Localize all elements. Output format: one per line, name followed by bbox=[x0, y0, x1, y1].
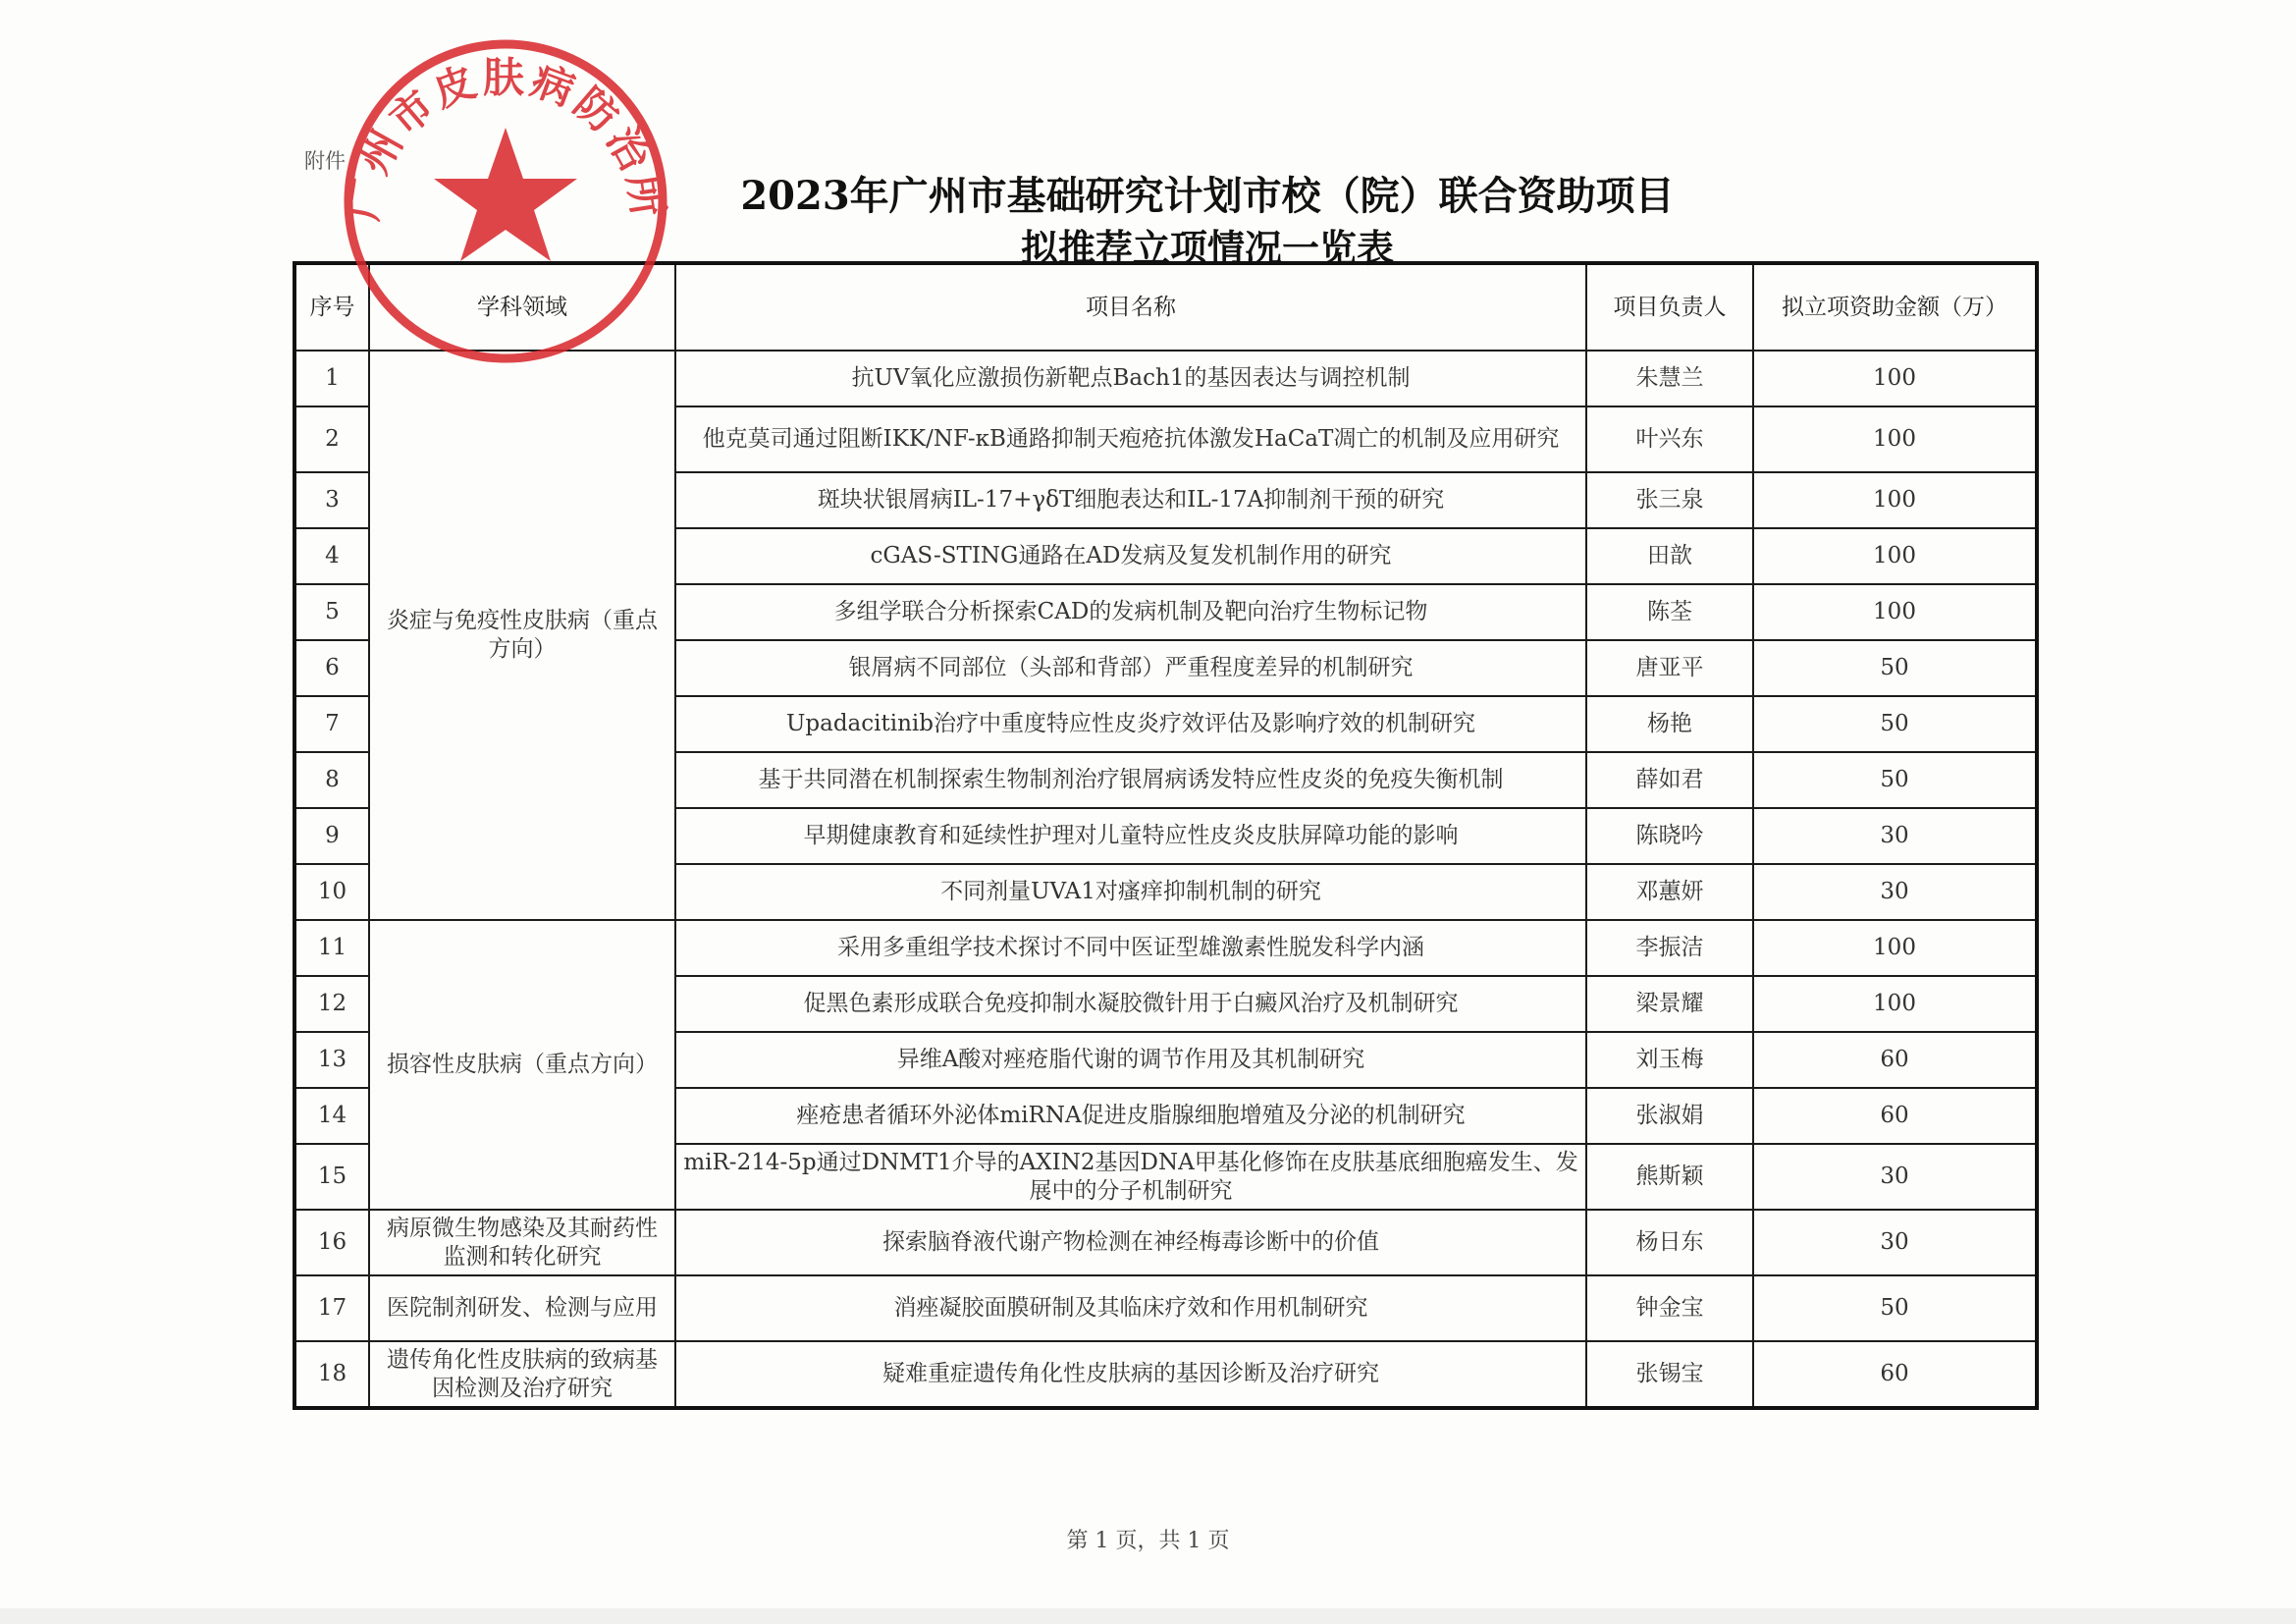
funding-amount: 30 bbox=[1753, 1144, 2037, 1210]
seal-text: 广州市皮肤病防治所 bbox=[338, 53, 673, 224]
header-no: 序号 bbox=[294, 263, 369, 351]
row-number: 10 bbox=[294, 864, 369, 920]
row-number: 12 bbox=[294, 976, 369, 1032]
field-cell: 病原微生物感染及其耐药性监测和转化研究 bbox=[369, 1210, 675, 1275]
project-leader: 钟金宝 bbox=[1586, 1275, 1753, 1341]
funding-amount: 100 bbox=[1753, 406, 2037, 472]
funding-amount: 100 bbox=[1753, 584, 2037, 640]
project-leader: 张三泉 bbox=[1586, 472, 1753, 528]
project-name: 早期健康教育和延续性护理对儿童特应性皮炎皮肤屏障功能的影响 bbox=[675, 808, 1586, 864]
project-leader: 陈荃 bbox=[1586, 584, 1753, 640]
table-row bbox=[294, 1210, 2037, 1275]
project-leader: 田歆 bbox=[1586, 528, 1753, 584]
project-leader: 张锡宝 bbox=[1586, 1341, 1753, 1408]
header-field: 学科领域 bbox=[369, 263, 675, 351]
project-name: 疑难重症遗传角化性皮肤病的基因诊断及治疗研究 bbox=[675, 1341, 1586, 1408]
project-leader: 邓蕙妍 bbox=[1586, 864, 1753, 920]
project-leader: 张淑娟 bbox=[1586, 1088, 1753, 1144]
funding-amount: 100 bbox=[1753, 351, 2037, 406]
project-leader: 叶兴东 bbox=[1586, 406, 1753, 472]
funding-amount: 50 bbox=[1753, 640, 2037, 696]
row-number: 7 bbox=[294, 696, 369, 752]
project-leader: 刘玉梅 bbox=[1586, 1032, 1753, 1088]
project-table bbox=[293, 261, 2039, 1410]
project-leader: 杨艳 bbox=[1586, 696, 1753, 752]
row-number: 8 bbox=[294, 752, 369, 808]
row-number: 1 bbox=[294, 351, 369, 406]
project-name: 他克莫司通过阻断IKK/NF-κB通路抑制天疱疮抗体激发HaCaT凋亡的机制及应用研究 bbox=[675, 406, 1586, 472]
page-title-line2: 拟推荐立项情况一览表 bbox=[1020, 226, 1394, 270]
header-amount: 拟立项资助金额（万） bbox=[1753, 263, 2037, 351]
field-cell: 损容性皮肤病（重点方向） bbox=[369, 920, 675, 1210]
funding-amount: 50 bbox=[1753, 752, 2037, 808]
funding-amount: 100 bbox=[1753, 528, 2037, 584]
row-number: 11 bbox=[294, 920, 369, 976]
funding-amount: 30 bbox=[1753, 864, 2037, 920]
project-name: 消痤凝胶面膜研制及其临床疗效和作用机制研究 bbox=[675, 1275, 1586, 1341]
project-name: cGAS-STING通路在AD发病及复发机制作用的研究 bbox=[675, 528, 1586, 584]
funding-amount: 60 bbox=[1753, 1032, 2037, 1088]
project-leader: 唐亚平 bbox=[1586, 640, 1753, 696]
header-project-name: 项目名称 bbox=[675, 263, 1586, 351]
project-leader: 朱慧兰 bbox=[1586, 351, 1753, 406]
row-number: 18 bbox=[294, 1341, 369, 1408]
funding-amount: 60 bbox=[1753, 1088, 2037, 1144]
project-leader: 陈晓吟 bbox=[1586, 808, 1753, 864]
row-number: 15 bbox=[294, 1144, 369, 1210]
page-footer: 第 1 页，共 1 页 bbox=[1066, 1529, 1230, 1553]
project-leader: 杨日东 bbox=[1586, 1210, 1753, 1275]
project-leader: 李振洁 bbox=[1586, 920, 1753, 976]
funding-amount: 30 bbox=[1753, 1210, 2037, 1275]
funding-amount: 50 bbox=[1753, 696, 2037, 752]
row-number: 16 bbox=[294, 1210, 369, 1275]
row-number: 14 bbox=[294, 1088, 369, 1144]
funding-amount: 100 bbox=[1753, 976, 2037, 1032]
project-leader: 熊斯颖 bbox=[1586, 1144, 1753, 1210]
row-number: 6 bbox=[294, 640, 369, 696]
project-name: 异维A酸对痤疮脂代谢的调节作用及其机制研究 bbox=[675, 1032, 1586, 1088]
project-name: 多组学联合分析探索CAD的发病机制及靶向治疗生物标记物 bbox=[675, 584, 1586, 640]
row-number: 3 bbox=[294, 472, 369, 528]
row-number: 17 bbox=[294, 1275, 369, 1341]
row-number: 4 bbox=[294, 528, 369, 584]
funding-amount: 60 bbox=[1753, 1341, 2037, 1408]
table-row bbox=[294, 920, 2037, 976]
project-name: 银屑病不同部位（头部和背部）严重程度差异的机制研究 bbox=[675, 640, 1586, 696]
table-row bbox=[294, 1275, 2037, 1341]
funding-amount: 100 bbox=[1753, 472, 2037, 528]
seal-star-icon bbox=[434, 128, 577, 261]
funding-amount: 100 bbox=[1753, 920, 2037, 976]
project-name: miR-214-5p通过DNMT1介导的AXIN2基因DNA甲基化修饰在皮肤基底细胞癌发生、发展中的分子机制研究 bbox=[675, 1144, 1586, 1210]
project-name: 探索脑脊液代谢产物检测在神经梅毒诊断中的价值 bbox=[675, 1210, 1586, 1275]
row-number: 13 bbox=[294, 1032, 369, 1088]
project-name: 采用多重组学技术探讨不同中医证型雄激素性脱发科学内涵 bbox=[675, 920, 1586, 976]
official-seal-stamp bbox=[334, 29, 677, 373]
project-name: 抗UV氧化应激损伤新靶点Bach1的基因表达与调控机制 bbox=[675, 351, 1586, 406]
scan-edge bbox=[0, 1608, 2296, 1624]
project-name: 不同剂量UVA1对瘙痒抑制机制的研究 bbox=[675, 864, 1586, 920]
row-number: 9 bbox=[294, 808, 369, 864]
row-number: 5 bbox=[294, 584, 369, 640]
field-cell: 医院制剂研发、检测与应用 bbox=[369, 1275, 675, 1341]
project-leader: 薛如君 bbox=[1586, 752, 1753, 808]
field-cell: 炎症与免疫性皮肤病（重点方向） bbox=[369, 351, 675, 920]
project-name: 斑块状银屑病IL-17+γδT细胞表达和IL-17A抑制剂干预的研究 bbox=[675, 472, 1586, 528]
project-name: Upadacitinib治疗中重度特应性皮炎疗效评估及影响疗效的机制研究 bbox=[675, 696, 1586, 752]
row-number: 2 bbox=[294, 406, 369, 472]
table-row bbox=[294, 1341, 2037, 1408]
funding-amount: 30 bbox=[1753, 808, 2037, 864]
funding-amount: 50 bbox=[1753, 1275, 2037, 1341]
header-leader: 项目负责人 bbox=[1586, 263, 1753, 351]
page-title-line1: 2023年广州市基础研究计划市校（院）联合资助项目 bbox=[740, 173, 1675, 219]
field-cell: 遗传角化性皮肤病的致病基因检测及治疗研究 bbox=[369, 1341, 675, 1408]
attachment-label: 附件 bbox=[304, 149, 346, 173]
project-name: 基于共同潜在机制探索生物制剂治疗银屑病诱发特应性皮炎的免疫失衡机制 bbox=[675, 752, 1586, 808]
project-leader: 梁景耀 bbox=[1586, 976, 1753, 1032]
project-name: 痤疮患者循环外泌体miRNA促进皮脂腺细胞增殖及分泌的机制研究 bbox=[675, 1088, 1586, 1144]
project-name: 促黑色素形成联合免疫抑制水凝胶微针用于白癜风治疗及机制研究 bbox=[675, 976, 1586, 1032]
